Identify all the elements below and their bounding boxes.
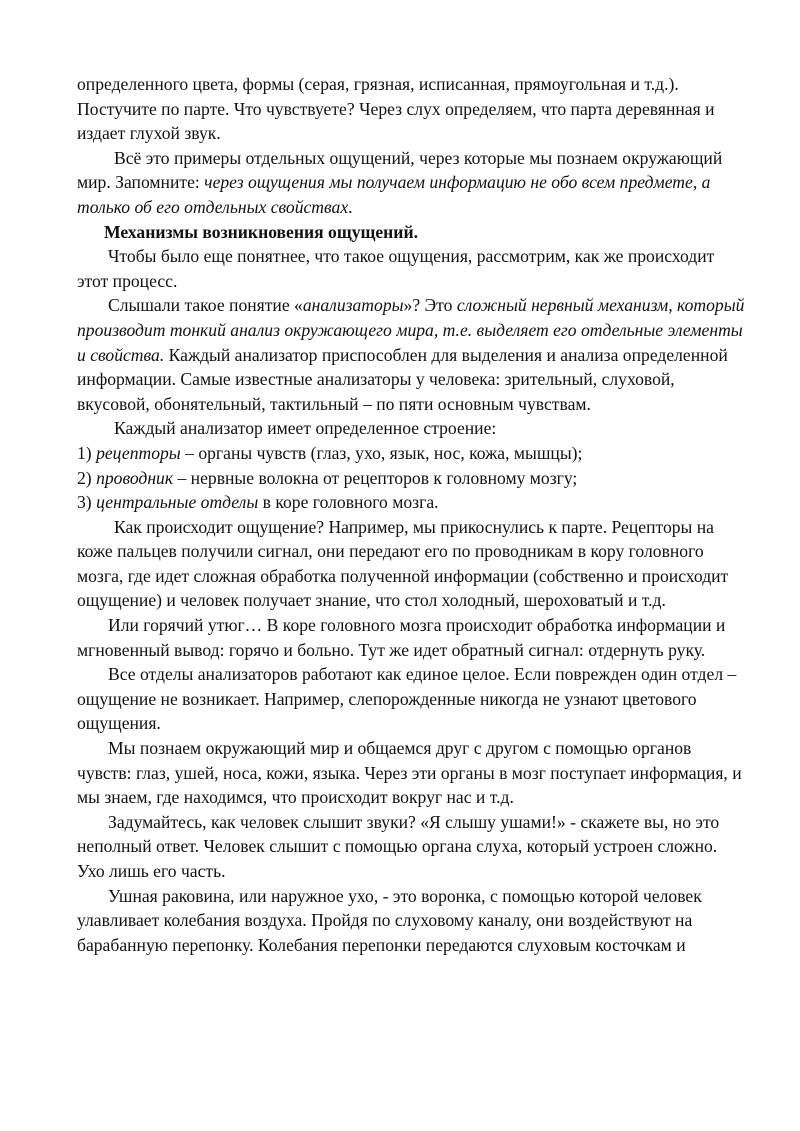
paragraph [77, 146, 749, 220]
paragraph [77, 293, 749, 416]
document-page [77, 72, 749, 957]
text-run: Механизмы возникновения ощущений. [104, 221, 418, 242]
text-run: Всё это примеры отдельных ощущений, через которые мы познаем окружающий мир. Запомните: [77, 147, 723, 193]
italic-text: через ощущения мы получаем информацию не обо всем предмете, а только об его отдельных свойствах [77, 172, 711, 217]
text-run: – нервные волокна от рецепторов к головному мозгу; [173, 467, 578, 488]
section-heading [77, 220, 749, 245]
text-run: 2) [77, 467, 97, 488]
text-run: определенного цвета, формы (серая, грязная, исписанная, прямоугольная и т.д.). Постучите по парте. Что чувствуете? Через слух определяем, что парта деревянная и издает глухой звук. [77, 74, 715, 144]
paragraph [77, 662, 749, 736]
paragraph [77, 884, 749, 958]
text-run: Слышали такое понятие « [108, 295, 303, 316]
text-run: Каждый анализатор приспособлен для выделения и анализа определенной информации. Самые известные анализаторы у человека: зрительный, слуховой, вкусовой, обонятельный, тактильный – по пяти основным чувствам. [77, 344, 728, 414]
italic-text: центральные отделы [96, 492, 259, 513]
paragraph [77, 72, 749, 146]
text-run: »? Это [403, 295, 457, 316]
text-run: Мы познаем окружающий мир и общаемся друг с другом с помощью органов чувств: глаз, ушей, носа, кожи, языка. Через эти органы в мозг поступает информация, и мы знаем, где находимся, что происходит вокруг нас и т.д. [77, 738, 742, 808]
text-run: Ушная раковина, или наружное ухо, - это воронка, с помощью которой человек улавливает колебания воздуха. Пройдя по слуховому каналу, они воздействуют на барабанную перепонку. Колебания перепонки передаются слуховым косточкам и [77, 885, 702, 955]
text-run: Каждый анализатор имеет определенное строение: [114, 418, 497, 439]
paragraph [77, 810, 749, 884]
text-run: Или горячий утюг… В коре головного мозга происходит обработка информации и мгновенный вывод: горячо и больно. Тут же идет обратный сигнал: отдернуть руку. [77, 615, 726, 660]
text-run: Все отделы анализаторов работают как единое целое. Если поврежден один отдел – ощущение не возникает. Например, слепорожденные никогда не узнают цветового ощущения. [77, 664, 737, 734]
paragraph [77, 441, 749, 466]
text-run: 3) [77, 492, 97, 513]
text-run: в коре головного мозга. [258, 492, 439, 513]
paragraph [77, 244, 749, 293]
text-run: Чтобы было еще понятнее, что такое ощущения, рассмотрим, как же происходит этот процесс. [77, 246, 715, 291]
paragraph [77, 613, 749, 662]
text-run: 1) [77, 442, 97, 463]
paragraph [77, 490, 749, 515]
paragraph [77, 416, 749, 441]
italic-text: сложный нервный механизм, который производит тонкий анализ окружающего мира, т.е. выделяет его отдельные элементы и свойства. [77, 295, 745, 365]
paragraph [77, 736, 749, 810]
paragraph [77, 515, 749, 613]
italic-text: проводник [96, 467, 174, 488]
text-run: Как происходит ощущение? Например, мы прикоснулись к парте. Рецепторы на коже пальцев получили сигнал, они передают его по проводникам в кору головного мозга, где идет сложная обработка полученной информации (собственно и происходит ощущение) и человек получает знание, что стол холодный, шероховатый и т.д. [77, 516, 729, 611]
italic-text: анализаторы [302, 295, 404, 316]
text-run: . [348, 196, 353, 217]
text-run: – органы чувств (глаз, ухо, язык, нос, кожа, мышцы); [180, 442, 583, 463]
italic-text: рецепторы [96, 442, 181, 463]
paragraph [77, 466, 749, 491]
text-run: Задумайтесь, как человек слышит звуки? «Я слышу ушами!» - скажете вы, но это неполный ответ. Человек слышит с помощью органа слуха, который устроен сложно. Ухо лишь его часть. [77, 811, 720, 881]
